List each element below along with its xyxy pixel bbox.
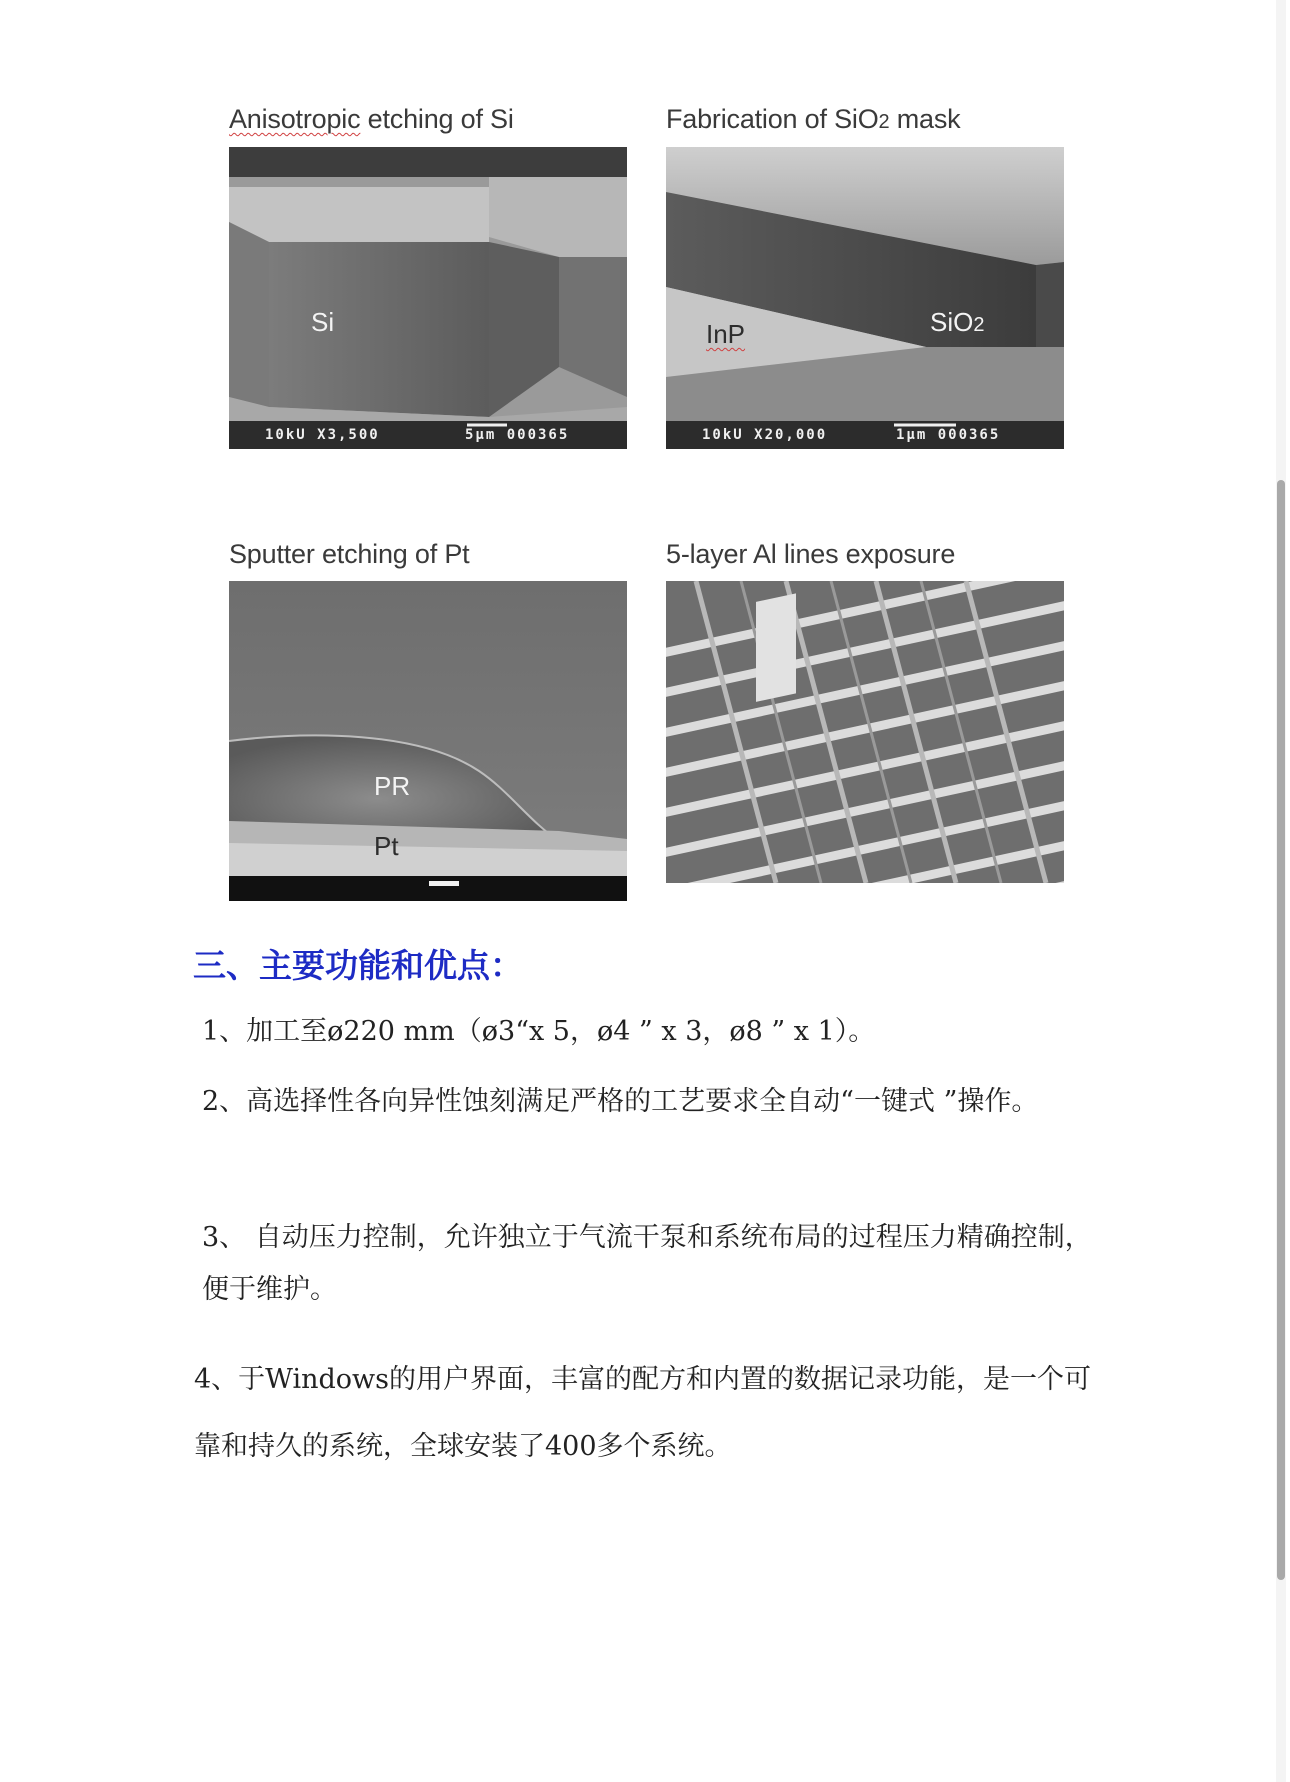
caption-main: Fabrication of SiO xyxy=(666,104,879,134)
sem-label-inp-text: InP xyxy=(706,319,746,349)
figure-caption-si xyxy=(229,104,514,135)
sem-label-pr: PR xyxy=(374,771,411,801)
sem-label-si: Si xyxy=(311,307,335,337)
sem-footer-sio2 xyxy=(666,421,1064,449)
figure-caption-sio2 xyxy=(666,104,960,135)
section-heading: 三、主要功能和优点： xyxy=(193,946,523,985)
sem-graphic-pt xyxy=(229,581,627,901)
caption-subscript: 2 xyxy=(878,111,890,133)
sem-graphic-sio2 xyxy=(666,147,1064,449)
sem-footer-right: 1µm 000365 xyxy=(896,427,1001,443)
sem-footer-si xyxy=(229,421,627,449)
sem-graphic-al xyxy=(666,581,1064,883)
figure-caption-al: 5-layer Al lines exposure xyxy=(666,539,956,569)
sem-label-sio-subscript: 2 xyxy=(973,314,985,336)
sem-footer-left: 10kU X20,000 xyxy=(702,427,828,443)
sem-image-sio2 xyxy=(666,147,1064,449)
scrollbar-thumb[interactable] xyxy=(1277,480,1285,1580)
sem-label-sio2 xyxy=(930,307,984,338)
caption-end: mask xyxy=(889,104,961,134)
sem-footer-right: 5µm 000365 xyxy=(465,427,570,443)
feature-item-3: 3、 自动压力控制，允许独立于气流干泵和系统布局的过程压力精确控制，便于维护。 xyxy=(202,1222,1092,1305)
caption-word-anisotropic: Anisotropic xyxy=(229,104,361,134)
sem-label-inp xyxy=(706,319,745,350)
feature-item-1: 1、加工至ø220 mm（ø3“x 5，ø4 ” x 3，ø8 ” x 1）。 xyxy=(202,1016,876,1047)
sem-label-pt: Pt xyxy=(374,831,399,861)
sem-graphic-si xyxy=(229,147,627,449)
sem-image-pt xyxy=(229,581,627,901)
sem-image-si xyxy=(229,147,627,449)
sem-footer-left: 10kU X3,500 xyxy=(265,427,380,443)
feature-item-4: 4、于Windows的用户界面，丰富的配方和内置的数据记录功能，是一个可靠和持久的系统，全球安装了400多个系统。 xyxy=(194,1364,1091,1462)
caption-rest: etching of Si xyxy=(360,104,514,134)
feature-item-2: 2、高选择性各向异性蚀刻满足严格的工艺要求全自动“一键式 ”操作。 xyxy=(202,1086,1039,1117)
sem-label-sio-text: SiO xyxy=(930,307,974,337)
sem-image-al xyxy=(666,581,1064,883)
figure-caption-pt: Sputter etching of Pt xyxy=(229,539,470,569)
